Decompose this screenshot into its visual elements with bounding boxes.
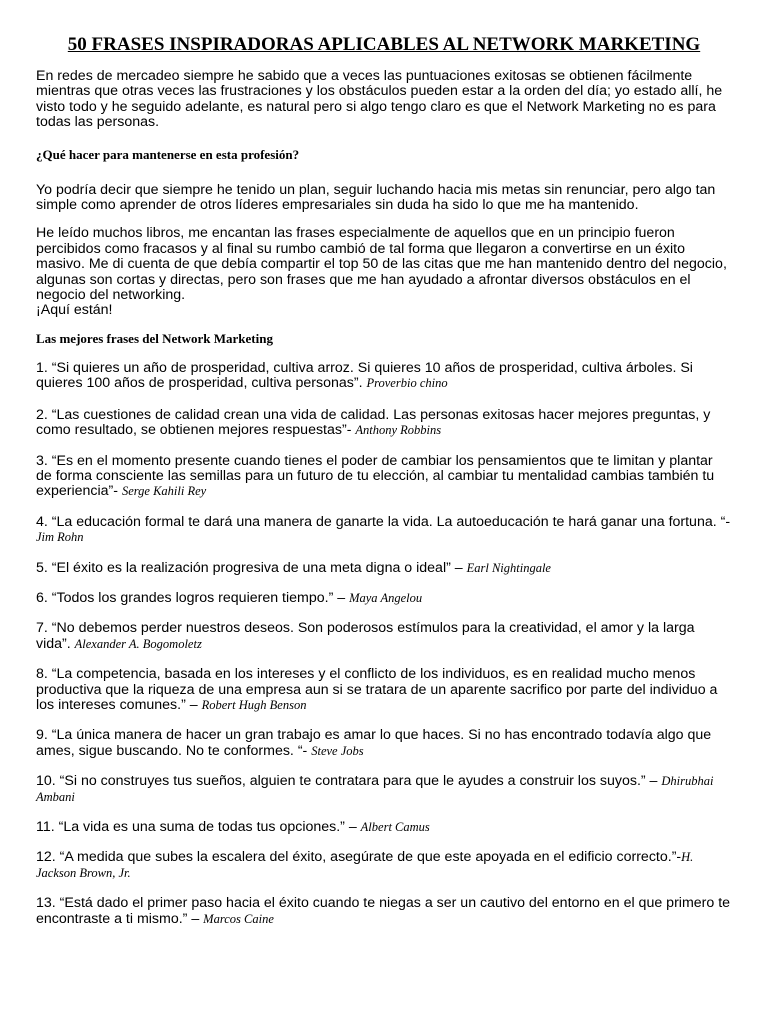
quote-text: 11. “La vida es una suma de todas tus opciones.” – <box>36 819 361 835</box>
quote-author: H. Jackson Brown, Jr. <box>36 850 694 880</box>
quote-author: Serge Kahili Rey <box>121 484 207 499</box>
quote-item <box>36 820 732 835</box>
quote-author: Alexander A. Bogomoletz <box>74 636 202 651</box>
quote-item <box>36 408 732 439</box>
quote-text: 8. “La competencia, basada en los intereses y el conflicto de los individuos, es en realidad mucho menos productiva que la riqueza de una empresa aun si se tratara de un aparente sacrifico por parte del individuo a los intereses comunes.” – <box>36 666 718 713</box>
intro-paragraph: En redes de mercadeo siempre he sabido que a veces las puntuaciones exitosas se obtienen fácilmente mientras que otras veces las frustraciones y los obstáculos pueden estar a la orden del día; yo estado allí, he visto todo y he seguido adelante, es natural pero si algo tengo claro es que el Network Marketing no es para todas las personas. <box>36 68 723 131</box>
quote-author: Robert Hugh Benson <box>201 697 307 712</box>
quote-author: Marcos Caine <box>203 911 274 926</box>
quote-author: Maya Angelou <box>349 590 423 605</box>
quote-text: 5. “El éxito es la realización progresiva de una meta digna o ideal” – <box>36 559 467 576</box>
quote-item <box>36 591 732 606</box>
quotes-list <box>36 361 732 927</box>
quote-text: 1. “Si quieres un año de prosperidad, cultiva arroz. Si quieres 10 años de prosperidad, cultiva árboles. Si quieres 100 años de prosperidad, cultiva personas”. <box>36 359 693 392</box>
question-heading: ¿Qué hacer para mantenerse en esta profesión? <box>36 146 300 162</box>
quote-text: 12. “A medida que subes la escalera del éxito, asegúrate de que este apoyada en el edificio correcto.”- <box>36 849 682 866</box>
quote-item <box>36 621 732 652</box>
quote-author: Albert Camus <box>360 820 430 834</box>
quote-author: Jim Rohn <box>36 530 84 545</box>
best-quotes-heading: Las mejores frases del Network Marketing <box>36 330 273 346</box>
quote-text: 6. “Todos los grandes logros requieren tiempo.” – <box>36 589 350 606</box>
quote-item <box>36 667 732 713</box>
quote-item <box>36 774 732 805</box>
quote-item <box>36 561 732 576</box>
quote-item <box>36 728 732 759</box>
quote-text: 2. “Las cuestiones de calidad crean una vida de calidad. Las personas exitosas hacer mejores preguntas, y como resultado, se obtienen mejores respuestas”- <box>36 406 711 439</box>
quote-author: Proverbio chino <box>366 376 448 391</box>
quote-text: 13. “Está dado el primer paso hacia el éxito cuando te niegas a ser un cautivo del entorno en el que primero te encontraste a ti mismo.” – <box>36 895 731 927</box>
here-paragraph: ¡Aquí están! <box>36 302 113 319</box>
quote-author: Dhirubhai Ambani <box>36 774 714 804</box>
quote-item <box>36 850 732 881</box>
quote-text: 9. “La única manera de hacer un gran trabajo es amar lo que haces. Si no has encontrado todavía algo que ames, sigue buscando. No te conformes. “- <box>36 727 712 759</box>
quote-item <box>36 454 732 500</box>
quote-text: 10. “Si no construyes tus sueños, alguien te contratara para que le ayudes a construir los suyos.” – <box>36 773 662 790</box>
quote-item <box>36 515 732 546</box>
quote-author: Steve Jobs <box>311 743 364 758</box>
quote-item <box>36 361 732 392</box>
quote-author: Earl Nightingale <box>466 560 551 575</box>
quote-author: Anthony Robbins <box>355 423 442 438</box>
books-paragraph: He leído muchos libros, me encantan las frases especialmente de aquellos que en un principio fueron percibidos como fracasos y al final su rumbo cambió de tal forma que llegaron a convertirse en un éxito masivo. Me di cuenta de que debía compartir el top 50 de las citas que me han mantenido dentro del negocio, algunas son cortas y directas, pero son frases que me han ayudado a afrontar diversos obstáculos en el negocio del networking. <box>36 225 727 304</box>
quote-text: 7. “No debemos perder nuestros deseos. Son poderosos estímulos para la creatividad, el amor y la larga vida”. <box>36 620 695 652</box>
quote-text: 3. “Es en el momento presente cuando tienes el poder de cambiar los pensamientos que te limitan y plantar de forma consciente las semillas para un futuro de tu elección, al cambiar tu mentalidad cambias también tu experiencia”- <box>36 452 715 500</box>
document-title: 50 FRASES INSPIRADORAS APLICABLES AL NETWORK MARKETING <box>67 34 701 55</box>
quote-text: 4. “La educación formal te dará una manera de ganarte la vida. La autoeducación te hará ganar una fortuna. “- <box>36 513 731 530</box>
quote-item <box>36 896 732 927</box>
plan-paragraph: Yo podría decir que siempre he tenido un plan, seguir luchando hacia mis metas sin renunciar, pero algo tan simple como aprender de otros líderes empresariales sin duda ha sido lo que me ha mantenido. <box>36 181 716 214</box>
